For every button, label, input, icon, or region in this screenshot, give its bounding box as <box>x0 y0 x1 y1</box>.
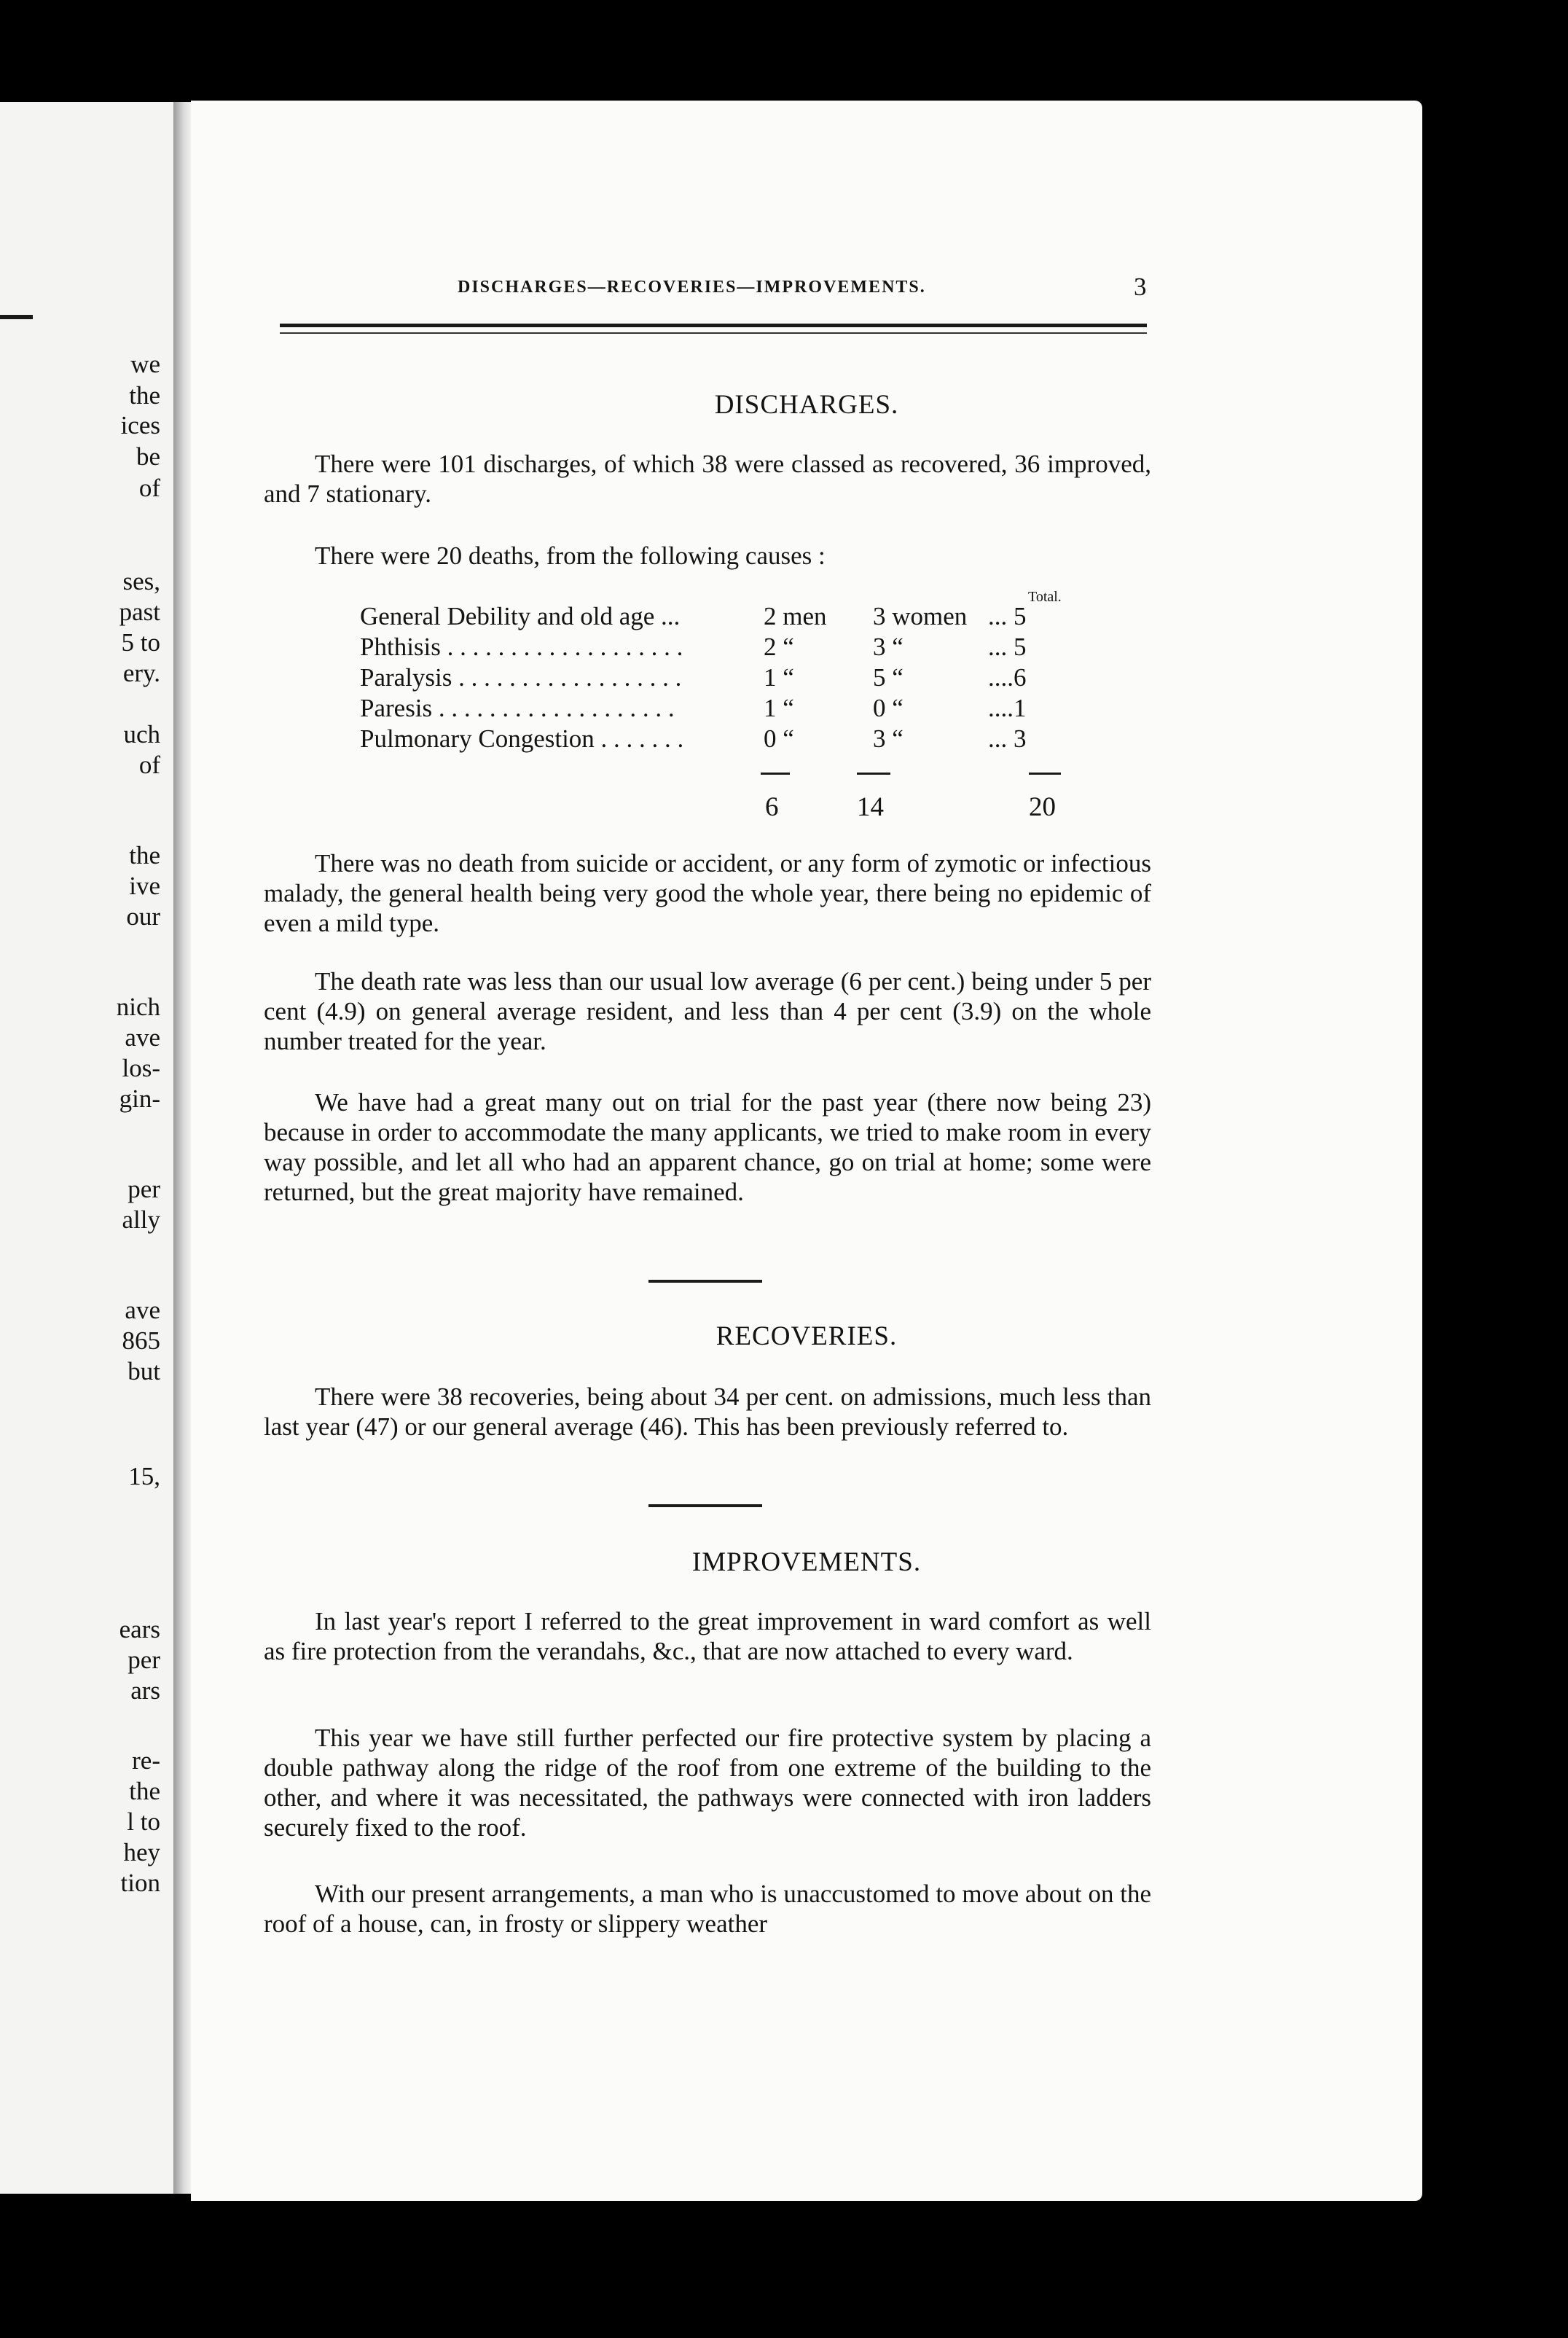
left-page-rule <box>0 315 33 319</box>
left-text-fragment: of <box>138 474 160 502</box>
women-cell: 3 “ <box>873 633 903 661</box>
men-cell: 2 “ <box>764 633 794 661</box>
left-text-fragment: ices <box>120 411 160 439</box>
improvements-heading: IMPROVEMENTS. <box>691 1547 922 1577</box>
improvements-paragraph: With our present arrangements, a man who is unaccustomed to move about on the roof of a house, can, in frosty or slippery weather <box>264 1880 1151 1938</box>
left-text-fragment: l to <box>127 1807 160 1836</box>
left-text-fragment: ars <box>130 1676 160 1705</box>
running-header: DISCHARGES—RECOVERIES—IMPROVEMENTS. <box>458 278 926 297</box>
total-cell: ....1 <box>988 694 1027 722</box>
recoveries-paragraph: There were 38 recoveries, being about 34 per cent. on admissions, much less than last year (47) or our general average (46). This has been previously referred to. <box>264 1383 1151 1441</box>
left-text-fragment: nich <box>116 993 160 1021</box>
men-cell: 0 “ <box>764 724 794 753</box>
cause-cell: General Debility and old age ... <box>360 602 681 630</box>
total-cell: ... 5 <box>988 633 1027 661</box>
left-text-fragment: per <box>128 1175 160 1203</box>
header-rule-thin <box>280 332 1147 334</box>
left-text-fragment: ive <box>129 872 160 900</box>
left-text-fragment: ears <box>119 1615 160 1643</box>
left-text-fragment: the <box>129 1777 160 1805</box>
women-cell: 3 women <box>873 602 968 630</box>
sum-rule <box>1029 773 1061 775</box>
discharges-heading: DISCHARGES. <box>714 390 899 420</box>
left-text-fragment: per <box>128 1646 160 1674</box>
left-text-fragment: ave <box>125 1023 160 1052</box>
left-text-fragment: our <box>126 902 160 931</box>
left-text-fragment: past <box>119 598 160 626</box>
left-text-fragment: 865 <box>122 1326 160 1355</box>
left-text-fragment: gin- <box>119 1084 160 1113</box>
left-text-fragment: but <box>128 1357 160 1385</box>
left-text-fragment: uch <box>123 720 160 748</box>
women-cell: 0 “ <box>873 694 903 722</box>
header-rule <box>280 324 1147 327</box>
discharges-paragraph: The death rate was less than our usual low average (6 per cent.) being under 5 per cent (4.9) on general average resident, and less than 4 per cent (3.9) on the whole number treated for the year. <box>264 967 1151 1055</box>
men-cell: 1 “ <box>764 694 794 722</box>
left-text-fragment: the <box>129 841 160 869</box>
men-cell: 2 men <box>764 602 827 630</box>
left-text-fragment: we <box>130 350 160 378</box>
left-text-fragment: 5 to <box>121 628 160 657</box>
sum-total: 20 <box>1029 792 1056 822</box>
men-cell: 1 “ <box>764 663 794 692</box>
section-separator <box>648 1504 762 1507</box>
total-cell: ... 5 <box>988 602 1027 630</box>
cause-cell: Paralysis . . . . . . . . . . . . . . . . . . <box>360 663 682 692</box>
women-cell: 5 “ <box>873 663 903 692</box>
discharges-paragraph: We have had a great many out on trial for the past year (there now being 23) because in order to accommodate the many applicants, we tried to make room in every way possible, and let all who had an apparent chance, go on trial at home; some were returned, but the great majority have remained. <box>264 1088 1151 1206</box>
left-text-fragment: re- <box>132 1746 160 1775</box>
left-text-fragment: ses, <box>122 567 160 595</box>
improvements-paragraph: In last year's report I referred to the great improvement in ward comfort as well as fire protection from the verandahs, &c., that are now attached to every ward. <box>264 1607 1151 1665</box>
discharges-paragraph: There were 101 discharges, of which 38 were classed as recovered, 36 improved, and 7 stationary. <box>264 450 1151 508</box>
cause-cell: Paresis . . . . . . . . . . . . . . . . . . . <box>360 694 675 722</box>
left-text-fragment: ally <box>122 1205 160 1234</box>
left-text-fragment: tion <box>120 1869 160 1897</box>
total-cell: ....6 <box>988 663 1027 692</box>
left-text-fragment: ery. <box>122 659 160 687</box>
left-text-fragment: be <box>136 442 160 471</box>
cause-cell: Pulmonary Congestion . . . . . . . <box>360 724 684 753</box>
book-gutter <box>173 102 191 2194</box>
section-separator <box>648 1280 762 1283</box>
left-text-fragment: ave <box>125 1296 160 1324</box>
left-text-fragment: of <box>138 751 160 779</box>
left-page-fragment <box>0 102 173 2194</box>
left-text-fragment: 15, <box>128 1462 160 1490</box>
sum-women: 14 <box>857 792 884 822</box>
left-text-fragment: los- <box>122 1054 160 1082</box>
sum-men: 6 <box>765 792 779 822</box>
recoveries-heading: RECOVERIES. <box>716 1321 898 1351</box>
left-text-fragment: the <box>129 381 160 410</box>
sum-rule <box>761 773 790 775</box>
total-cell: ... 3 <box>988 724 1027 753</box>
deaths-intro: There were 20 deaths, from the following causes : <box>315 542 826 570</box>
left-text-fragment: hey <box>123 1838 160 1866</box>
page-number: 3 <box>1134 273 1147 301</box>
total-column-header: Total. <box>1028 589 1062 605</box>
discharges-paragraph: There was no death from suicide or accident, or any form of zymotic or infectious malady, the general health being very good the whole year, there being no epidemic of even a mild type. <box>264 849 1151 937</box>
improvements-paragraph: This year we have still further perfected our fire protective system by placing a double pathway along the ridge of the roof from one extreme of the building to the other, and where it was necessitated, the pathways were connected with iron ladders securely fixed to the roof. <box>264 1724 1151 1842</box>
cause-cell: Phthisis . . . . . . . . . . . . . . . . . . . <box>360 633 683 661</box>
women-cell: 3 “ <box>873 724 903 753</box>
sum-rule <box>857 773 890 775</box>
